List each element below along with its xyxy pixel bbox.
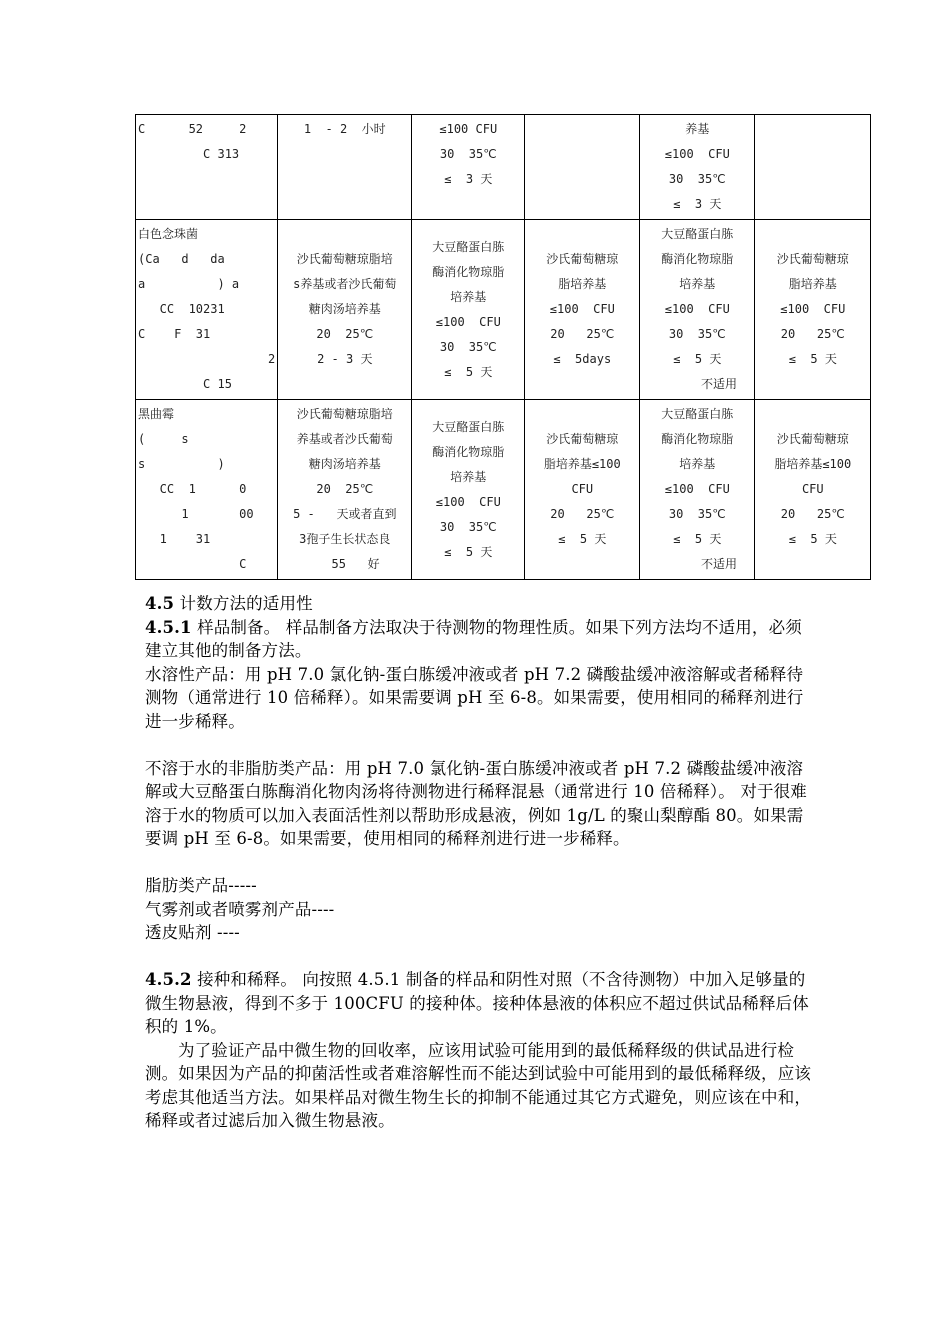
table-cell: 养基 ≤100 CFU 30 35℃ ≤ 3 天 — [640, 115, 755, 220]
table-cell: 沙氏葡萄糖琼 脂培养基 ≤100 CFU 20 25℃ ≤ 5 天 — [755, 220, 871, 400]
table-cell: 大豆酪蛋白胨 酶消化物琼脂 培养基 ≤100 CFU 30 35℃ ≤ 5 天 不适用 — [640, 400, 755, 580]
section-number: 4.5.2 — [145, 970, 192, 989]
table-cell-organism: 黑曲霉 ( s s ) CC 1 0 1 00 1 31 C — [136, 400, 278, 580]
table-row — [136, 115, 871, 220]
recovery-verification-paragraph: 为了验证产品中微生物的回收率，应该用试验可能用到的最低稀释级的供试品进行检测。如果因为产品的抑菌活性或者难溶解性而不能达到试验中可能用到的最低稀释级，应该考虑其他适当方法。如果样品对微生物生长的抑制不能通过其它方式避免，则应该在中和，稀释或者过滤后加入微生物悬液。 — [145, 1040, 811, 1130]
table-cell: 沙氏葡萄糖琼 脂培养基≤100 CFU 20 25℃ ≤ 5 天 — [755, 400, 871, 580]
paragraph-text: 样品制备。 样品制备方法取决于待测物的物理性质。如果下列方法均不适用，必须建立其他的制备方法。 — [145, 617, 802, 660]
table-cell: 沙氏葡萄糖琼 脂培养基 ≤100 CFU 20 25℃ ≤ 5days — [525, 220, 640, 400]
table-row — [136, 220, 871, 400]
section-4-5-1-paragraph — [145, 616, 815, 663]
table-cell: 大豆酪蛋白胨 酶消化物琼脂 培养基 ≤100 CFU 30 35℃ ≤ 5 天 不适用 — [640, 220, 755, 400]
table-cell — [755, 115, 871, 220]
water-soluble-paragraph: 水溶性产品：用 pH 7.0 氯化钠-蛋白胨缓冲液或者 pH 7.2 磷酸盐缓冲液溶解或者稀释待测物（通常进行 10 倍稀释）。如果需要调 pH 至 6-8。如果需要，使用相同的稀释剂进行进一步稀释。 — [145, 664, 804, 731]
table-cell-organism: 白色念珠菌 (Ca d da a ) a CC 10231 C F 31 2 C 15 — [136, 220, 278, 400]
table-cell-organism: C 52 2 C 313 — [136, 115, 278, 220]
transdermal-patch-line: 透皮贴剂 ---- — [145, 923, 240, 942]
table-cell — [525, 115, 640, 220]
section-title: 计数方法的适用性 — [174, 594, 313, 613]
aerosol-products-line: 气雾剂或者喷雾剂产品---- — [145, 899, 335, 919]
table-row — [136, 400, 871, 580]
insoluble-paragraph: 不溶于水的非脂肪类产品：用 pH 7.0 氯化钠-蛋白胨缓冲液或者 pH 7.2 磷酸盐缓冲液溶解或大豆酪蛋白胨酶消化物肉汤将待测物进行稀释混悬（通常进行 10 倍稀释）。 对于很难溶于水的物质可以加入表面活性剂以帮助形成悬液，例如 1g/L 的聚山梨醇酯 80。如果需要调 pH 至 6-8。如果需要，使用相同的稀释剂进行进一步稀释。 — [145, 758, 807, 848]
paragraph-text: 接种和稀释。 向按照 4.5.1 制备的样品和阴性对照（不含待测物）中加入足够量的微生物悬液，得到不多于 100CFU 的接种体。接种体悬液的体积应不超过供试品稀释后体积的 1%。 — [145, 970, 809, 1036]
table-cell: 沙氏葡萄糖琼 脂培养基≤100 CFU 20 25℃ ≤ 5 天 — [525, 400, 640, 580]
table-cell: 大豆酪蛋白胨 酶消化物琼脂 培养基 ≤100 CFU 30 35℃ ≤ 5 天 — [412, 400, 525, 580]
fatty-products-line: 脂肪类产品----- — [145, 876, 257, 895]
section-heading-4-5 — [145, 592, 815, 616]
section-4-5-2-paragraph — [145, 968, 815, 1039]
media-requirements-table — [135, 114, 871, 580]
section-number: 4.5.1 — [145, 617, 192, 637]
table-cell: ≤100 CFU 30 35℃ ≤ 3 天 — [412, 115, 525, 220]
table-cell: 沙氏葡萄糖琼脂培 养基或者沙氏葡萄 糖肉汤培养基 20 25℃ 5 - 天或者直到 3孢子生长状态良 55 好 — [278, 400, 412, 580]
body-text — [145, 592, 815, 1133]
table-cell: 1 - 2 小时 — [278, 115, 412, 220]
table-cell: 沙氏葡萄糖琼脂培 s养基或者沙氏葡萄 糖肉汤培养基 20 25℃ 2 - 3 天 — [278, 220, 412, 400]
table-cell: 大豆酪蛋白胨 酶消化物琼脂 培养基 ≤100 CFU 30 35℃ ≤ 5 天 — [412, 220, 525, 400]
section-number: 4.5 — [145, 594, 175, 613]
